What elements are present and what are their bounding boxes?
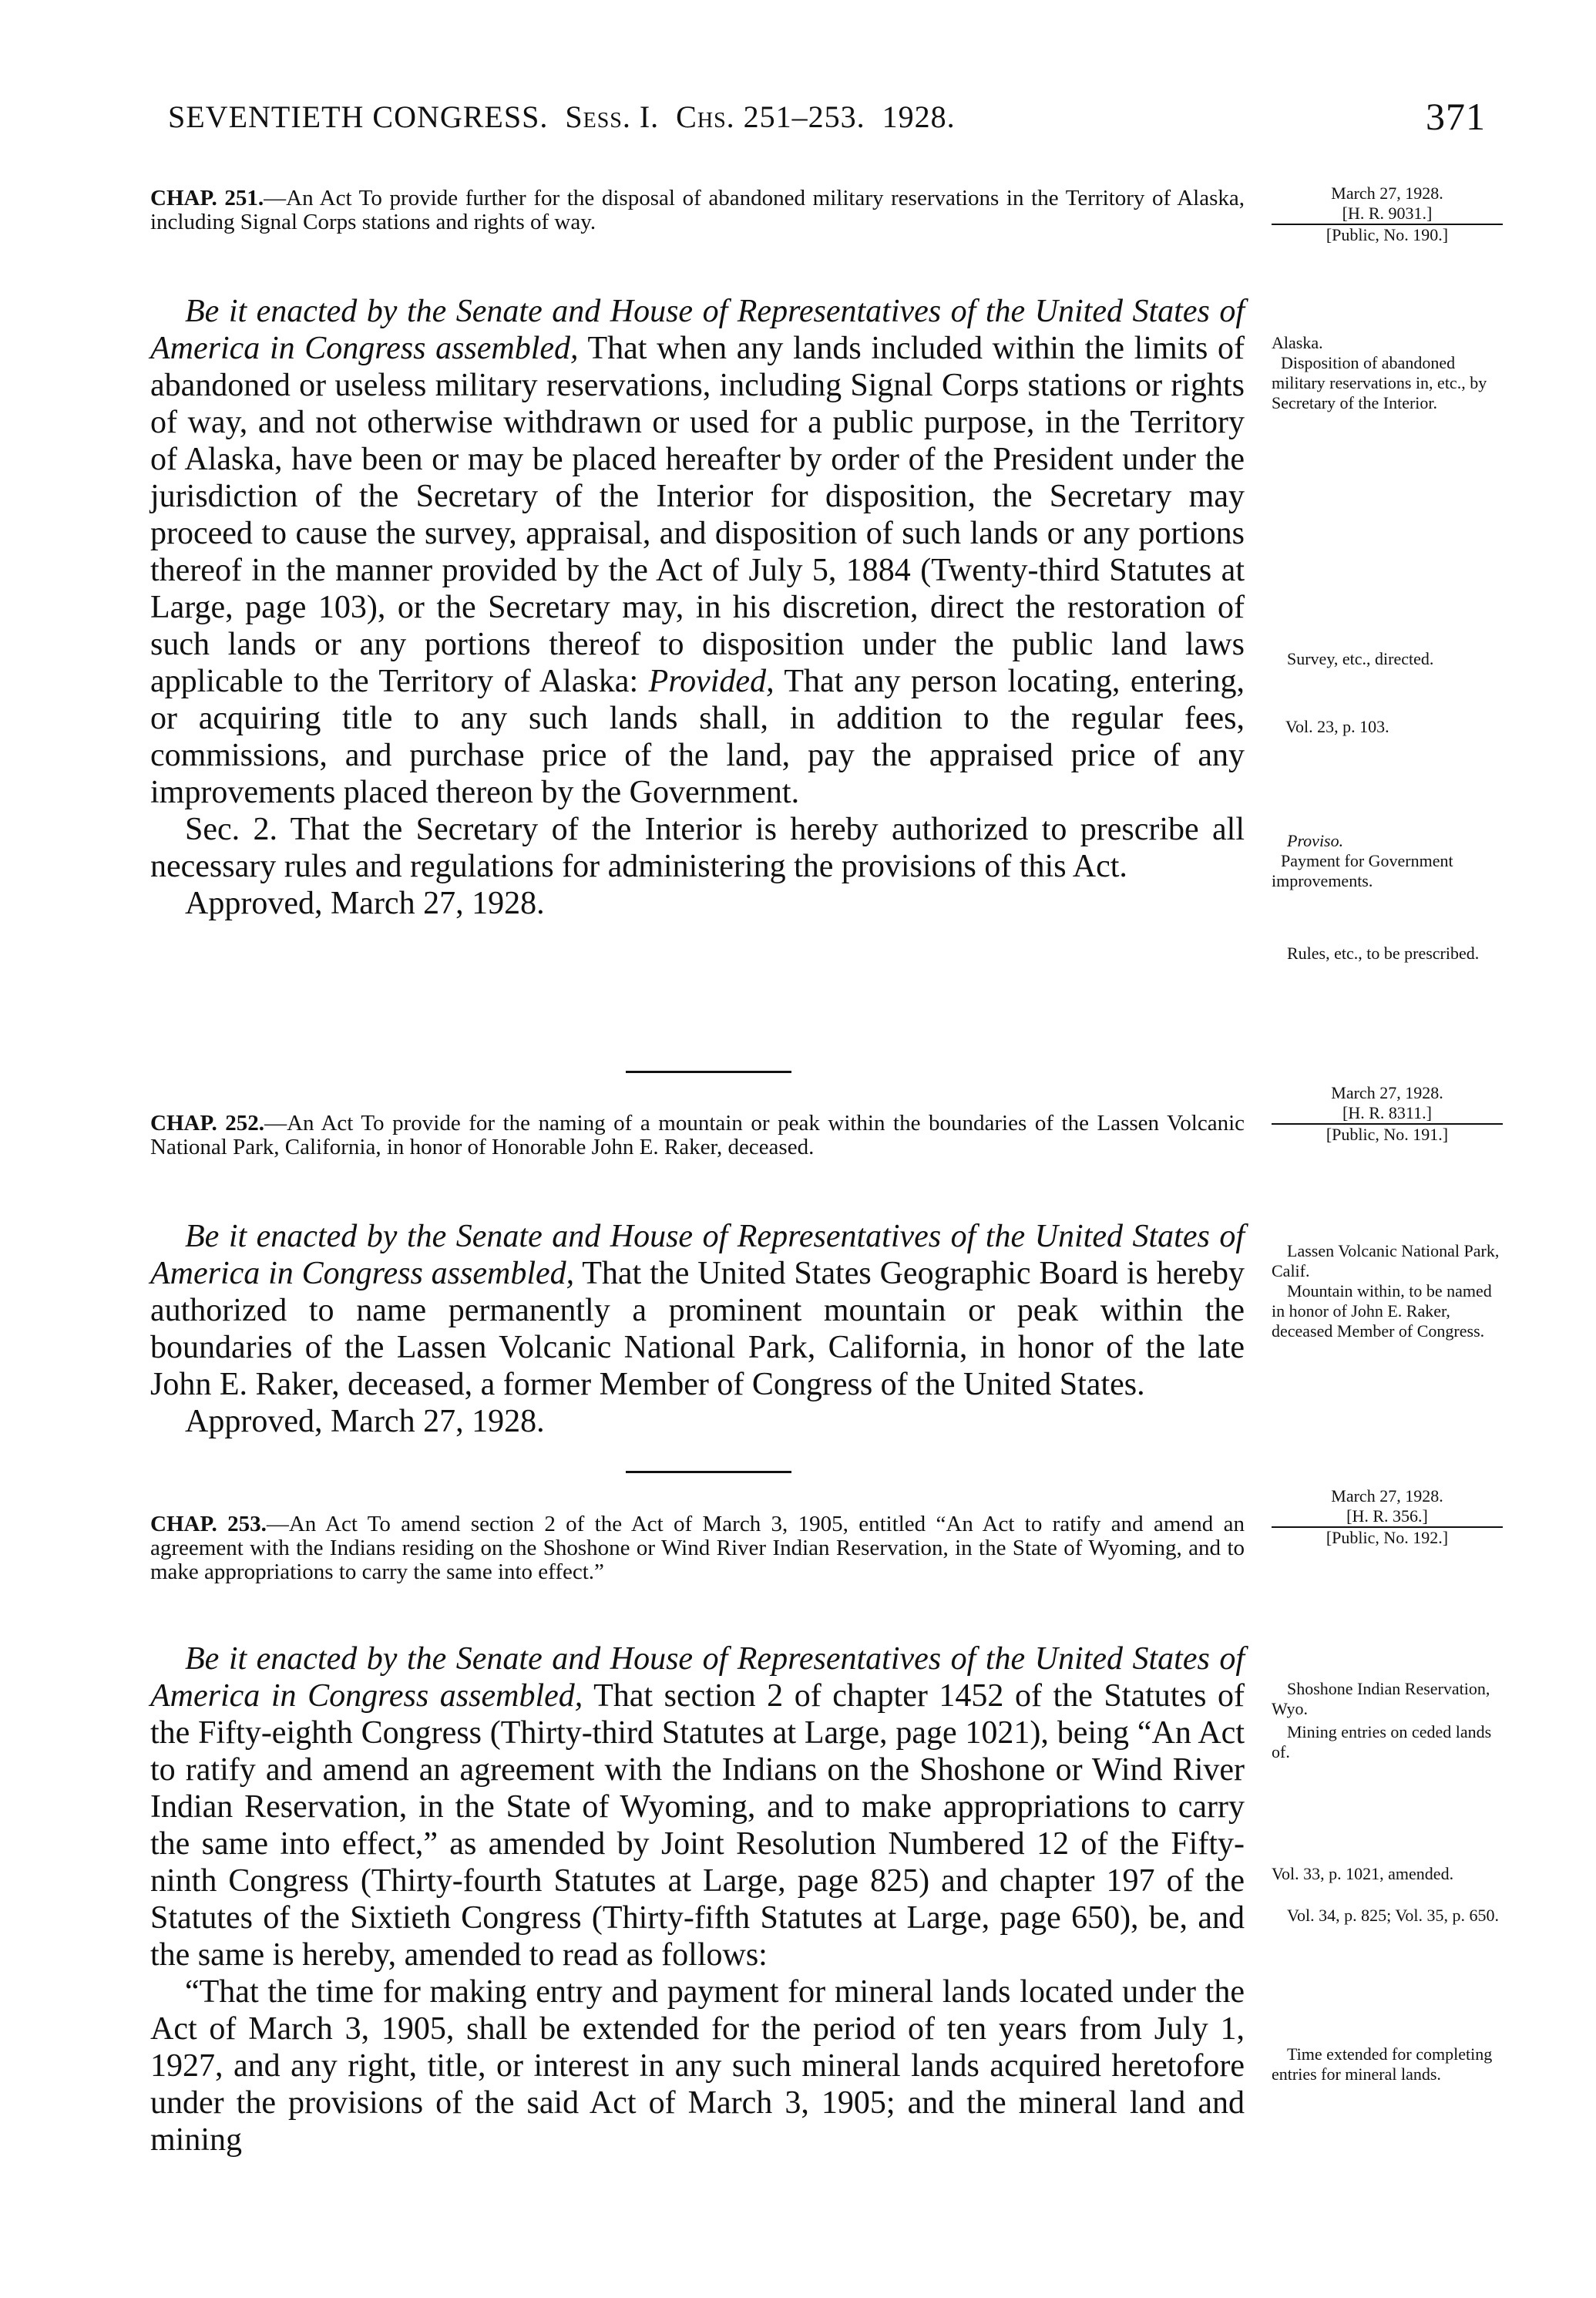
chap-251-section-2: Sec. 2. That the Secretary of the Interior is hereby authorized to prescribe all necessary rules and regulations for administering the provisions of this Act. [150,812,1245,884]
note-alaska: Alaska. [1272,333,1323,352]
chap-252-section-1 [150,1218,1245,1403]
chap-252-ref-date: March 27, 1928. [1331,1083,1443,1102]
note-shoshone: Shoshone Indian Reservation, Wyo. [1272,1679,1490,1718]
chap-253-ref [1272,1486,1503,1548]
note-rules: Rules, etc., to be prescribed. [1287,944,1480,963]
chap-252-heading-text: —An Act To provide for the naming of a mountain or peak within the boundaries of the Lassen Volcanic National Park, California, in honor of Honorable John E. Raker, deceased. [150,1111,1245,1159]
chap-253-ref-public: [Public, No. 192.] [1326,1528,1449,1547]
chap-251-para-1: That when any lands included within the limits of abandoned or useless military reservations, including Signal Corps stations or rights of way, and not otherwise withdrawn or used for a public purpose, in the Territory of Alaska, have been or may be placed hereafter by order of the President under the jurisdiction of the Secretary of the Interior for disposition, the Secretary may proceed to cause the survey, appraisal, and disposition of such lands or any portions thereof in the manner provided by the Act of July 5, 1884 (Twenty-third Statutes at Large, page 103), or the Secretary may, in his discretion, direct the restoration of such lands or any portions thereof to disposition under the public land laws applicable to the Territory of Alaska: [150,331,1245,699]
running-head [168,95,1486,153]
note-mountain: Mountain within, to be named in honor of John E. Raker, deceased Member of Congress. [1272,1281,1492,1341]
chap-251-ref-date: March 27, 1928. [1331,183,1443,203]
chap-253-heading [150,1512,1245,1584]
section-divider-2 [626,1471,791,1473]
note-disposition: Disposition of abandoned military reservations in, etc., by Secretary of the Interior. [1272,353,1487,412]
chap-251-ref [1272,183,1503,245]
chap-252-body [150,1218,1245,1440]
chap-251-section-1 [150,293,1245,811]
section-divider-1 [626,1071,791,1073]
note-vol-23: Vol. 23, p. 103. [1285,717,1389,736]
congress-name: SEVENTIETH CONGRESS. [168,99,549,134]
note-lassen: Lassen Volcanic National Park, Calif. [1272,1241,1500,1280]
chap-252-ref [1272,1083,1503,1145]
chap-251-heading [150,187,1245,234]
note-survey: Survey, etc., directed. [1287,649,1434,668]
chap-251-ref-bill: [H. R. 9031.] [1272,204,1503,225]
chap-252-para-1: That the United States Geographic Board is hereby authorized to name permanently a prominent mountain or peak within the boundaries of the Lassen Volcanic National Park, California, in honor of the late John E. Raker, deceased, a former Member of Congress of the United States. [150,1256,1245,1402]
chap-252-heading [150,1112,1245,1159]
chap-252-enacting-clause: Be it enacted by the Senate and House of Representatives of the United States of America in Congress assembled, [150,1219,1245,1291]
note-vol-33: Vol. 33, p. 1021, amended. [1272,1864,1454,1883]
chap-253-heading-text: —An Act To amend section 2 of the Act of March 3, 1905, entitled “An Act to ratify and amend an agreement with the Indians residing on the Shoshone or Wind River Indian Reservation, in the State of Wyoming, and to make appropriations to carry the same into effect.” [150,1512,1245,1584]
chap-251-heading-text: —An Act To provide further for the disposal of abandoned military reservations in the Territory of Alaska, including Signal Corps stations and rights of way. [150,186,1245,234]
chap-251-ref-public: [Public, No. 190.] [1326,225,1449,244]
chap-253-label: CHAP. 253. [150,1512,267,1536]
chap-253-para-1: That section 2 of chapter 1452 of the Statutes of the Fifty-eighth Congress (Thirty-third Statutes at Large, page 1021), being “An Act to ratify and amend an agreement with the Indians on the Shoshone or Wind River Indian Reservation, in the State of Wyoming, and to make appropriations to carry the same into effect,” as amended by Joint Resolution Numbered 12 of the Fifty-ninth Congress (Thirty-fourth Statutes at Large, page 825) and chapter 197 of the Statutes of the Sixtieth Congress (Thirty-fifth Statutes at Large, page 650), be, and the same is hereby, amended to read as follows: [150,1678,1245,1973]
chap-253-ref-bill: [H. R. 356.] [1272,1506,1503,1528]
chap-253-para-2: “That the time for making entry and payment for mineral lands located under the Act of March 3, 1905, shall be extended for the period of ten years from July 1, 1927, and any right, title, or interest in any such mineral lands acquired heretofore under the provisions of the said Act of March 3, 1905; and the mineral land and mining [150,1974,1245,2158]
chap-253-ref-date: March 27, 1928. [1331,1486,1443,1506]
note-proviso: Proviso. [1287,831,1344,850]
chap-253-enacting-clause: Be it enacted by the Senate and House of Representatives of the United States of America in Congress assembled, [150,1641,1245,1714]
chap-251-enacting-clause: Be it enacted by the Senate and House of Representatives of the United States of America in Congress assembled, [150,294,1245,366]
year: 1928. [882,99,956,134]
note-time-extended: Time extended for completing entries for mineral lands. [1272,2044,1493,2084]
chap-251-label: CHAP. 251. [150,186,264,210]
chap-251-body [150,293,1245,922]
chap-252-approved: Approved, March 27, 1928. [185,1404,545,1439]
chap-253-section-1 [150,1640,1245,1973]
chap-253-body [150,1640,1245,2158]
chap-252-label: CHAP. 252. [150,1111,265,1136]
chap-252-ref-public: [Public, No. 191.] [1326,1125,1449,1144]
chap-251-approved: Approved, March 27, 1928. [185,886,545,921]
session: Sess. I. [565,99,660,134]
running-head-title [168,99,956,135]
note-payment: Payment for Government improvements. [1272,851,1453,890]
note-vol-34: Vol. 34, p. 825; Vol. 35, p. 650. [1287,1906,1500,1925]
chapters: Chs. 251–253. [676,99,865,134]
chap-251-proviso: Provided, [648,664,774,699]
note-mining: Mining entries on ceded lands of. [1272,1722,1492,1761]
chap-252-ref-bill: [H. R. 8311.] [1272,1103,1503,1125]
page-number: 371 [1426,95,1486,138]
chap-251-para-1-end: That any person locating, entering, or acquiring title to any such lands shall, in addition to the regular fees, commissions, and purchase price of the land, pay the appraised price of any improvements placed thereon by the Government. [150,664,1245,810]
